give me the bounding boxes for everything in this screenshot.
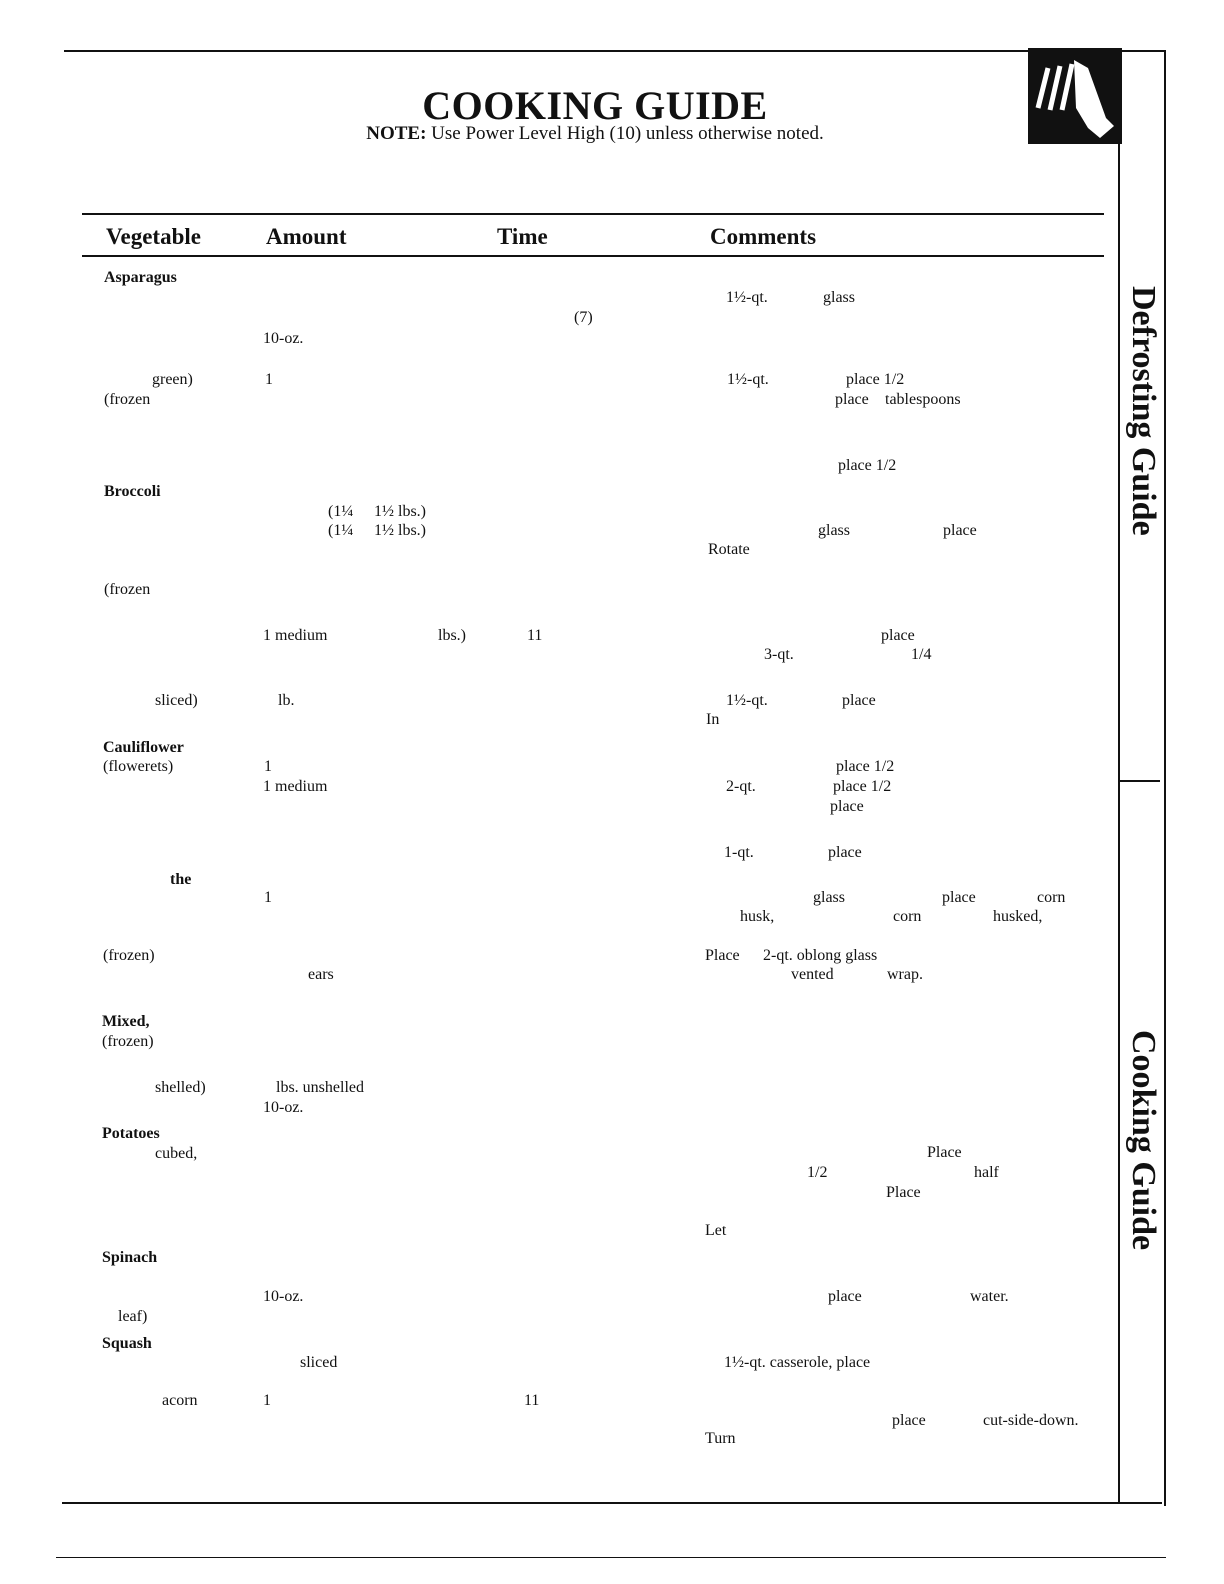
comment-cell: cut-side-down. [983, 1412, 1079, 1429]
amount-cell: 1 [263, 1392, 271, 1409]
amount-cell: 1 medium [263, 778, 328, 795]
comment-cell: place 1/2 [833, 778, 892, 795]
comment-cell: 1½-qt. [726, 692, 768, 709]
comment-cell: 2-qt. [726, 778, 756, 795]
comment-cell: tablespoons [885, 391, 961, 408]
note-label: NOTE: [366, 123, 427, 144]
comment-cell: 1/2 [807, 1164, 828, 1181]
comment-cell: wrap. [887, 966, 923, 983]
vegetable-cell: Mixed, [102, 1013, 150, 1030]
amount-cell: 1 [264, 889, 272, 906]
footer-rule [56, 1557, 1166, 1558]
comment-cell: 3-qt. [764, 646, 794, 663]
comment-cell: 1½-qt. casserole, place [724, 1354, 871, 1371]
page-title: COOKING GUIDE [422, 83, 768, 128]
note-text: Use Power Level High (10) unless otherwise noted. [431, 123, 824, 144]
comment-cell: place [835, 391, 869, 408]
bottom-rule [62, 1502, 1162, 1504]
amount-cell: 10-oz. [263, 1288, 304, 1305]
comment-cell: place [828, 844, 862, 861]
comment-cell: Let [705, 1222, 727, 1239]
comment-cell: corn [1037, 889, 1066, 906]
vegetable-cell: sliced) [155, 692, 198, 709]
amount-cell: (1¼ [328, 503, 354, 520]
comment-cell: glass [818, 522, 850, 539]
comment-cell: Rotate [708, 541, 750, 558]
comment-cell: place [830, 798, 864, 815]
header-bottom-rule [82, 255, 1104, 257]
comment-cell: In [706, 711, 720, 728]
comment-cell: place 1/2 [846, 371, 905, 388]
vegetable-cell: acorn [162, 1392, 198, 1409]
comment-cell: 1½-qt. [726, 289, 768, 306]
comment-cell: Turn [705, 1430, 736, 1447]
amount-cell: sliced [300, 1354, 338, 1371]
amount-cell: 10-oz. [263, 330, 304, 347]
top-rule [64, 50, 1164, 52]
comment-cell: 2-qt. oblong glass [763, 947, 878, 964]
column-header-vegetable: Vegetable [106, 224, 201, 249]
comment-cell: Place [705, 947, 740, 964]
amount-cell: 1 medium [263, 627, 328, 644]
tab-defrosting-guide[interactable]: Defrosting Guide [1125, 286, 1162, 536]
vegetable-cell: green) [152, 371, 193, 388]
column-header-amount: Amount [266, 224, 347, 249]
vegetable-cell: (frozen [104, 391, 151, 408]
comment-cell: corn [893, 908, 922, 925]
power-level-note [0, 123, 1190, 145]
time-cell: (7) [574, 309, 593, 326]
comment-cell: place 1/2 [838, 457, 897, 474]
comment-cell: 1/4 [911, 646, 932, 663]
vegetable-cell: Spinach [102, 1249, 158, 1266]
comment-cell: place [943, 522, 977, 539]
comment-cell: place [828, 1288, 862, 1305]
comment-cell: place [892, 1412, 926, 1429]
vegetable-cell: Cauliflower [103, 739, 184, 756]
amount-cell: (1¼ [328, 522, 354, 539]
column-header-time: Time [497, 224, 548, 249]
comment-cell: husked, [993, 908, 1043, 925]
vegetable-cell: (flowerets) [103, 758, 174, 775]
amount-cell: 10-oz. [263, 1099, 304, 1116]
vegetable-cell: Broccoli [104, 483, 161, 500]
vegetable-cell: (frozen) [103, 947, 155, 964]
header-top-rule [82, 213, 1104, 215]
comment-cell: place 1/2 [836, 758, 895, 775]
amount-cell: 1½ lbs.) [374, 503, 426, 520]
comment-cell: place [842, 692, 876, 709]
comment-cell: 1-qt. [724, 844, 754, 861]
vegetable-cell: the [170, 871, 192, 888]
amount-cell: lbs.) [438, 627, 466, 644]
amount-cell: lb. [278, 692, 295, 709]
comment-cell: Place [927, 1144, 962, 1161]
vegetable-cell: leaf) [118, 1308, 148, 1325]
tab-cooking-guide[interactable]: Cooking Guide [1125, 1030, 1162, 1251]
comment-cell: 1½-qt. [727, 371, 769, 388]
vegetable-cell: Potatoes [102, 1125, 160, 1142]
amount-cell: ears [308, 966, 334, 983]
amount-cell: lbs. unshelled [276, 1079, 364, 1096]
comment-cell: glass [813, 889, 845, 906]
comment-cell: water. [970, 1288, 1009, 1305]
vegetable-cell: cubed, [155, 1145, 198, 1162]
sidebar-divider [1118, 780, 1160, 782]
time-cell: 11 [527, 627, 543, 644]
amount-cell: 1½ lbs.) [374, 522, 426, 539]
time-cell: 11 [524, 1392, 540, 1409]
vegetable-cell: Squash [102, 1335, 152, 1352]
vegetable-cell: (frozen [104, 581, 151, 598]
amount-cell: 1 [264, 758, 272, 775]
sidebar-left-line [1118, 140, 1120, 1502]
vegetable-cell: shelled) [155, 1079, 206, 1096]
comment-cell: Place [886, 1184, 921, 1201]
comment-cell: glass [823, 289, 855, 306]
amount-cell: 1 [265, 371, 273, 388]
sidebar-right-line [1164, 50, 1166, 1506]
comment-cell: place [881, 627, 915, 644]
column-header-comments: Comments [710, 224, 817, 249]
comment-cell: husk, [740, 908, 775, 925]
vegetable-cell: (frozen) [102, 1033, 154, 1050]
comment-cell: vented [791, 966, 834, 983]
vegetable-cell: Asparagus [104, 269, 177, 286]
comment-cell: half [974, 1164, 999, 1181]
comment-cell: place [942, 889, 976, 906]
